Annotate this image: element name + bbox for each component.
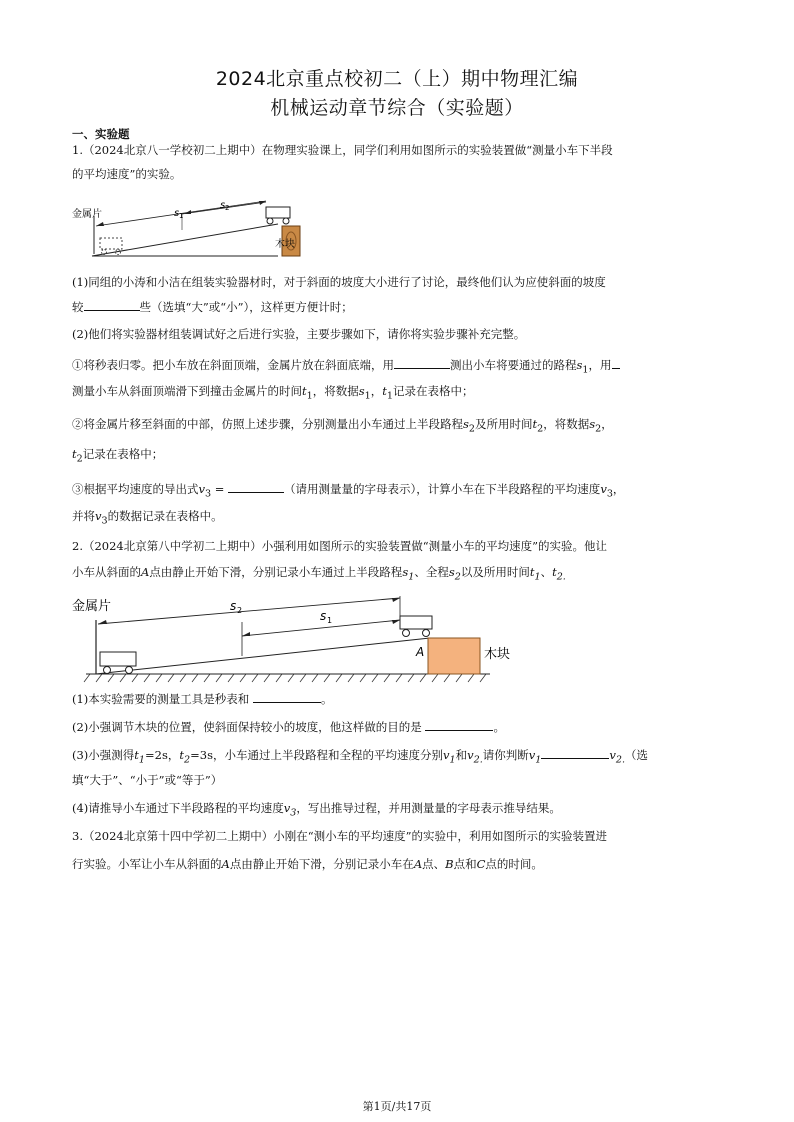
q1-incline-figure	[70, 196, 310, 262]
q1-fig-block-label: 木块	[275, 239, 295, 250]
q1-fig-s1-sub: 1	[179, 212, 184, 220]
section-heading: 一、实验题	[72, 127, 130, 141]
answer-blank[interactable]	[612, 356, 620, 369]
q1-step1-line1: ①将秒表归零。把小车放在斜面顶端，金属片放在斜面底端，用 测出小车将要通过的路程$s_1$，用	[72, 356, 724, 378]
q1-fig-s2-sub: 2	[225, 204, 230, 212]
q2-part3-line2: 填“大于”、“小于”或“等于”）	[72, 773, 223, 787]
q1-fig-s1-label: s	[174, 208, 180, 219]
q2-part1: (1)本实验需要的测量工具是秒表和 。	[72, 692, 333, 706]
q2-part2: (2)小强调节木块的位置，使斜面保持较小的坡度，他这样做的目的是 。	[72, 720, 505, 734]
answer-blank[interactable]	[228, 480, 284, 493]
q1-step2-line2: $t_2$记录在表格中；	[72, 447, 164, 465]
q1-step1-line2: 测量小车从斜面顶端滑下到撞击金属片的时间$t_1$，将数据$s_1$，$t_1$记录在表格中；	[72, 384, 474, 402]
document-subtitle: 机械运动章节综合（实验题）	[270, 97, 524, 119]
q2-stem-line1: 2.（2024北京第八中学初二上期中）小强利用如图所示的实验装置做“测量小车的平均速度”的实验。他让	[72, 539, 607, 553]
q1-stem-line1: 1.（2024北京八一学校初二上期中）在物理实验课上，同学们利用如图所示的实验装置做“测量小车下半段	[72, 143, 613, 157]
answer-blank[interactable]	[541, 746, 609, 759]
q1-part1-line2: 较 些（选填“大”或“小”），这样更方便计时；	[72, 300, 353, 314]
q2-fig-A-label: A	[416, 645, 425, 659]
answer-blank[interactable]	[84, 298, 140, 311]
q2-fig-s1-sub: 1	[327, 616, 333, 625]
answer-blank[interactable]	[253, 690, 321, 703]
answer-blank[interactable]	[394, 356, 450, 369]
answer-blank[interactable]	[425, 718, 493, 731]
q1-step3-line2: 并将$v_3$的数据记录在表格中。	[72, 509, 223, 527]
q1-fig-metal-label: 金属片	[72, 209, 102, 220]
q2-fig-s2-sub: 2	[237, 606, 243, 615]
page-footer: 第1页/共17页	[362, 1100, 432, 1113]
q2-fig-s2-label: s	[230, 599, 237, 613]
q1-fig-s2-label: s	[220, 200, 226, 211]
q1-part2: (2)他们将实验器材组装调试好之后进行实验，主要步骤如下，请你将实验步骤补充完整。	[72, 327, 526, 341]
q2-fig-s1-label: s	[320, 609, 327, 623]
q2-fig-block-label: 木块	[484, 647, 510, 662]
q1-step2-line1: ②将金属片移至斜面的中部，仿照上述步骤，分别测量出小车通过上半段路程$s_2$及所用时间$t_2$，将数据$s_2$，	[72, 417, 613, 435]
q2-part3-line1: (3)小强测得$t_1=2s$，$t_2=3s$，小车通过上半段路程和全程的平均速度分别$v_1$和$v_{2.}$请你判断$v_1$ $v_{2.}$（选	[72, 748, 648, 766]
q2-stem-line2: 小车从斜面的A点由静止开始下滑，分别记录小车通过上半段路程$s_1$、全程$s_2$以及所用时间$t_1$、$t_{2.}$	[72, 565, 566, 583]
document-title: 2024北京重点校初二（上）期中物理汇编	[215, 68, 579, 90]
q3-stem-line2: 行实验。小军让小车从斜面的A点由静止开始下滑，分别记录小车在A点、B点和C点的时间。	[72, 857, 543, 871]
q1-stem-line2: 的平均速度”的实验。	[72, 167, 182, 181]
q2-part4: (4)请推导小车通过下半段路程的平均速度$v_3$，写出推导过程，并用测量量的字母表示推导结果。	[72, 801, 561, 819]
q1-step3-line1: ③根据平均速度的导出式$v_3$ = （请用测量量的字母表示），计算小车在下半段路程的平均速度$v_3$，	[72, 482, 625, 500]
q3-stem-line1: 3.（2024北京第十四中学初二上期中）小刚在“测小车的平均速度”的实验中，利用如图所示的实验装置进	[72, 829, 607, 843]
q2-incline-figure	[70, 592, 510, 688]
q2-fig-metal-label: 金属片	[72, 599, 112, 614]
q1-part1-line1: (1)同组的小涛和小洁在组装实验器材时，对于斜面的坡度大小进行了讨论，最终他们认为应使斜面的坡度	[72, 275, 606, 289]
